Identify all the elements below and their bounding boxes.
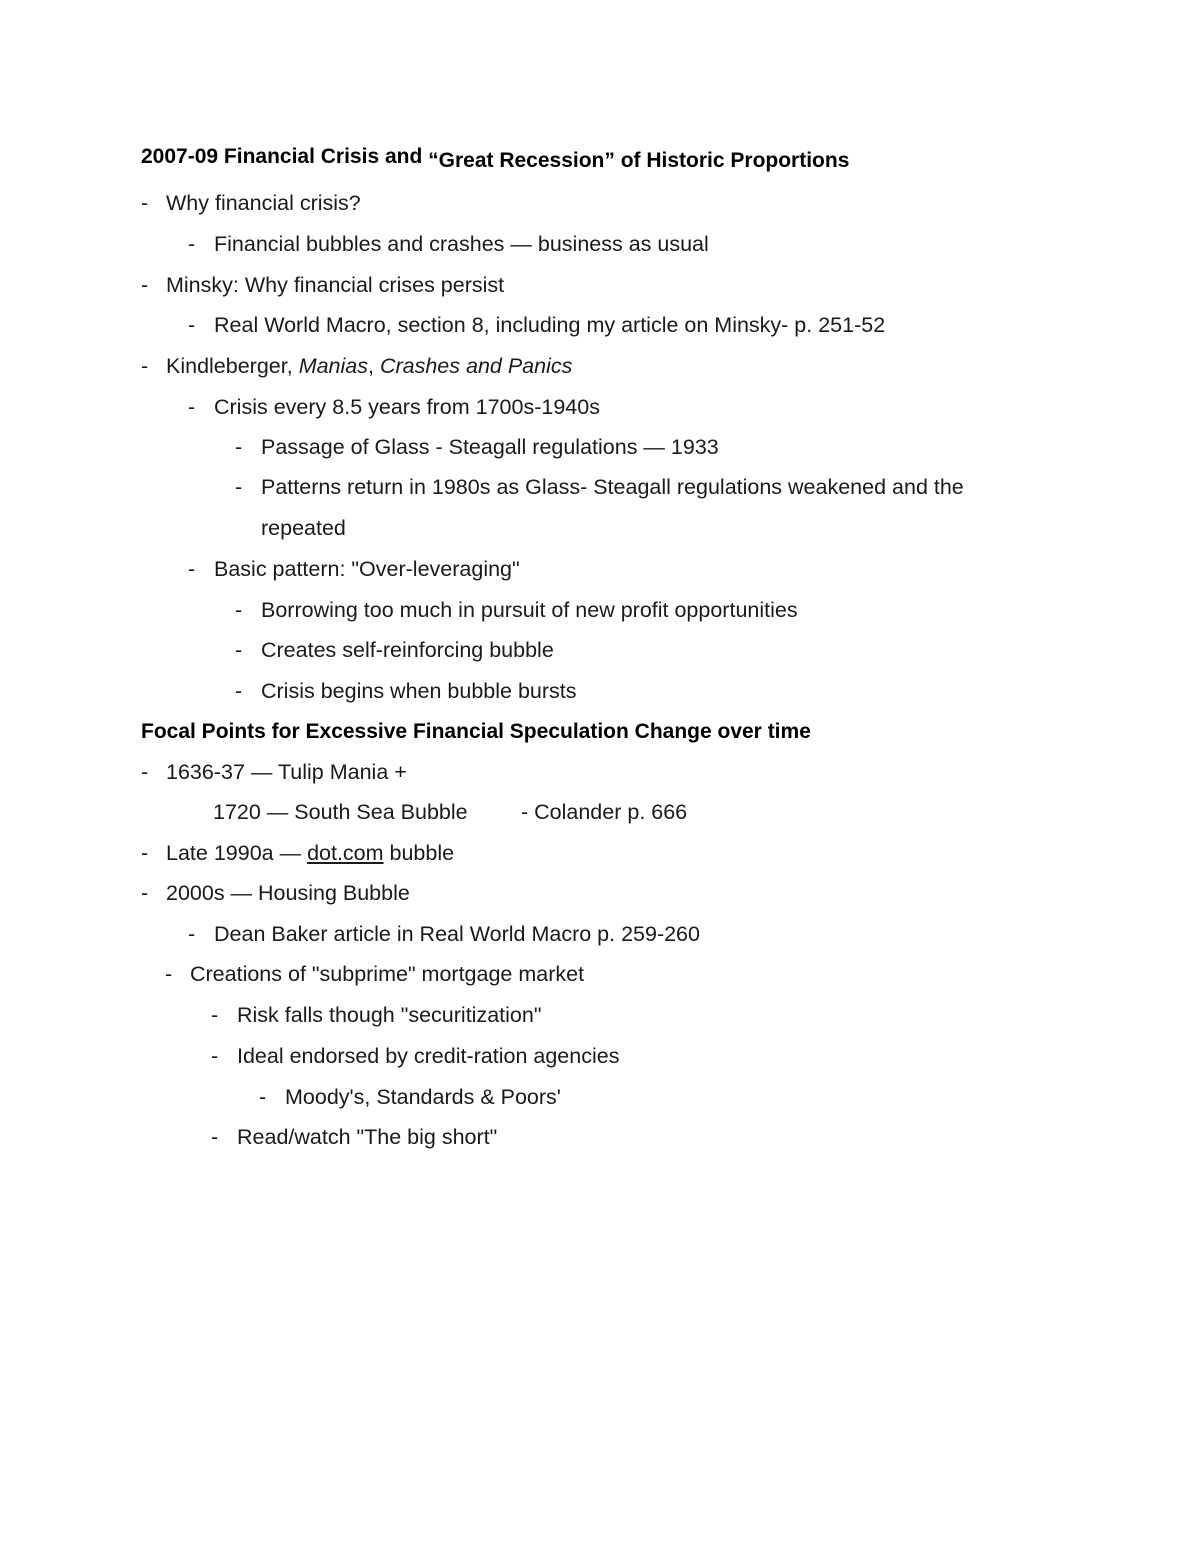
list-item: Passage of Glass - Steagall regulations — 1933: [261, 435, 719, 459]
list-item: Risk falls though "securitization": [237, 1003, 542, 1027]
list-item: Real World Macro, section 8, including my article on Minsky- p. 251-52: [214, 313, 886, 337]
bullet-dash: -: [141, 191, 149, 215]
list-item-note: - Colander p. 666: [521, 800, 688, 824]
list-item: Crisis begins when bubble bursts: [261, 679, 577, 703]
list-item: Patterns return in 1980s as Glass- Steagall regulations weakened and the: [261, 475, 964, 499]
list-item: Why financial crisis?: [166, 191, 361, 215]
bullet-dash: -: [211, 1125, 219, 1149]
bullet-dash: -: [188, 395, 196, 419]
list-item: [166, 354, 572, 379]
bullet-dash: -: [141, 354, 149, 378]
list-item: Dean Baker article in Real World Macro p. 259-260: [214, 922, 700, 946]
bullet-dash: -: [141, 760, 149, 784]
list-item: Ideal endorsed by credit-ration agencies: [237, 1044, 620, 1068]
kindleberger-text: Kindleberger,: [166, 354, 299, 378]
document-title: [141, 145, 850, 172]
bullet-dash: -: [188, 232, 196, 256]
title-part-2: “Great Recession” of Historic Proportions: [428, 149, 850, 172]
bullet-dash: -: [235, 475, 243, 499]
list-item: Creations of "subprime" mortgage market: [190, 962, 585, 986]
book-title-manias: Manias: [298, 354, 368, 378]
bullet-dash: -: [235, 638, 243, 662]
list-item-continuation: repeated: [261, 516, 346, 540]
list-item: Crisis every 8.5 years from 1700s-1940s: [214, 395, 600, 419]
list-item: Minsky: Why financial crises persist: [166, 273, 505, 297]
book-title-crashes-panics: Crashes and Panics: [379, 354, 573, 378]
bullet-dash: -: [188, 557, 196, 581]
list-item: Borrowing too much in pursuit of new profit opportunities: [261, 598, 798, 622]
late-1990a-text: Late 1990a —: [166, 841, 308, 865]
comma-text: ,: [368, 354, 380, 378]
list-item: Read/watch "The big short": [237, 1125, 498, 1149]
bullet-dash: -: [188, 922, 196, 946]
bullet-dash: -: [141, 841, 149, 865]
bullet-dash: -: [188, 313, 196, 337]
list-item: Basic pattern: "Over-leveraging": [214, 557, 520, 581]
bullet-dash: -: [235, 598, 243, 622]
bullet-dash: -: [165, 962, 173, 986]
section-heading: Focal Points for Excessive Financial Speculation Change over time: [141, 720, 811, 743]
list-item: Financial bubbles and crashes — business as usual: [214, 232, 709, 256]
bullet-dash: -: [235, 435, 243, 459]
list-item: 1636-37 — Tulip Mania +: [166, 760, 407, 784]
bullet-dash: -: [235, 679, 243, 703]
list-item: Moody's, Standards & Poors': [285, 1085, 561, 1109]
bullet-dash: -: [211, 1044, 219, 1068]
bullet-dash: -: [141, 273, 149, 297]
dotcom-link[interactable]: dot.com: [307, 841, 384, 865]
bubble-text: bubble: [383, 841, 455, 865]
title-part-1: 2007-09 Financial Crisis and: [141, 145, 429, 168]
bullet-dash: -: [259, 1085, 267, 1109]
list-item: 2000s — Housing Bubble: [166, 881, 410, 905]
bullet-dash: -: [141, 881, 149, 905]
list-item: [166, 841, 454, 866]
bullet-dash: -: [211, 1003, 219, 1027]
list-item: Creates self-reinforcing bubble: [261, 638, 554, 662]
list-item: 1720 — South Sea Bubble: [213, 800, 468, 824]
